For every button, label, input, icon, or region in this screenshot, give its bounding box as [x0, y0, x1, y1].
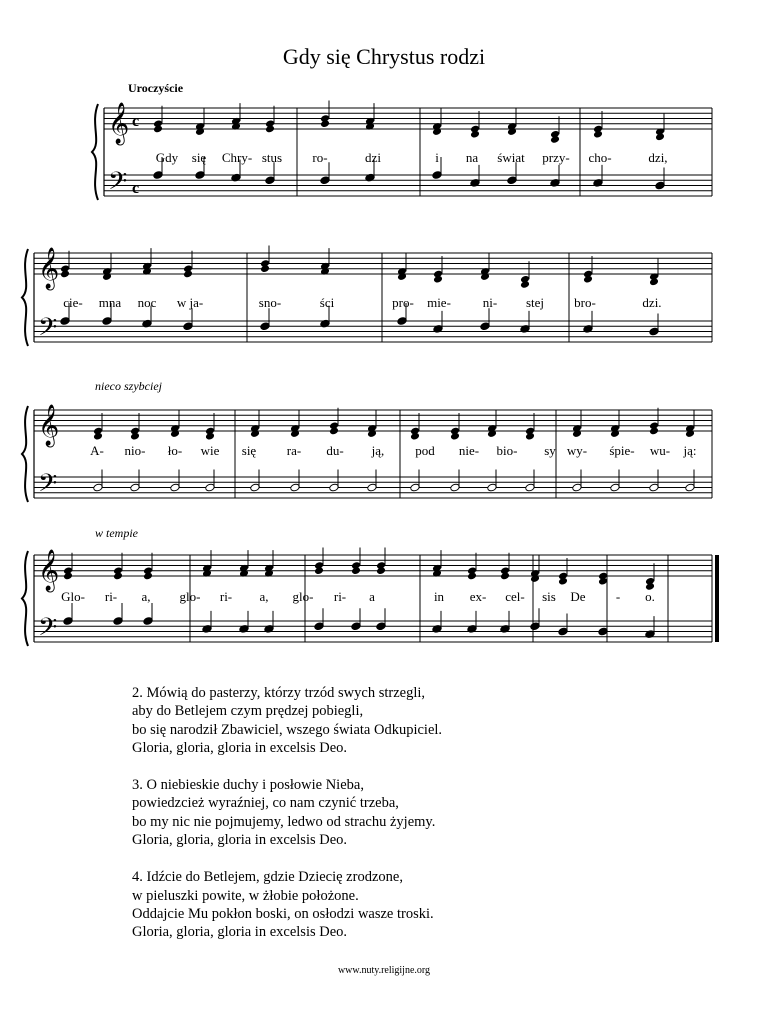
tempo-marking: w tempie	[95, 526, 138, 540]
lyric-syllable: noc	[137, 295, 157, 310]
verse-4	[132, 868, 442, 941]
verse-line: Gloria, gloria, gloria in excelsis Deo.	[132, 832, 348, 849]
system-2	[22, 246, 712, 348]
lyric-syllable: przy-	[542, 150, 570, 165]
treble-clef-icon: 𝄞	[38, 550, 60, 591]
lyric-syllable: ści	[319, 295, 335, 310]
lyric-syllable: mna	[98, 295, 122, 310]
lyric-syllable: Chry-	[221, 150, 253, 165]
lyric-syllable: dzi	[365, 150, 381, 165]
lyric-syllable: -	[615, 589, 621, 604]
lyric-syllable: ją:	[683, 443, 697, 458]
verse-line: 2. Mówią do pasterzy, którzy trzód swych strzegli,	[132, 685, 426, 701]
lyric-syllable: dzi,	[648, 150, 668, 165]
treble-clef-icon: 𝄞	[38, 405, 60, 446]
lyric-syllable: sno-	[258, 295, 282, 310]
verse-line: aby do Betlejem czym prędzej pobiegli,	[132, 703, 364, 720]
lyric-syllable: glo-	[179, 589, 201, 604]
lyric-syllable: nie-	[458, 443, 480, 458]
lyric-syllable: Gdy	[155, 150, 179, 165]
treble-clef-icon: 𝄞	[108, 103, 130, 144]
bass-clef-icon: 𝄢	[108, 166, 128, 202]
brace	[92, 104, 98, 200]
lyric-syllable: sis	[542, 589, 556, 604]
lyric-syllable: w ja-	[176, 295, 204, 310]
lyric-syllable: du-	[326, 443, 344, 458]
verse-2	[132, 684, 442, 757]
verse-line: bo się narodził Zbawiciel, wszego świata Odkupiciel.	[132, 721, 443, 738]
verse-line: 4. Idźcie do Betlejem, gdzie Dziecię zrodzone,	[132, 869, 403, 886]
brace	[22, 249, 28, 346]
verse-line: 3. O niebieskie duchy i posłowie Nieba,	[132, 777, 364, 794]
lyric-syllable: cel-	[505, 589, 525, 604]
bass-clef-icon: 𝄢	[38, 612, 58, 648]
lyric-syllable: mie-	[427, 295, 451, 310]
lyric-syllable: ro-	[312, 150, 328, 165]
brace	[22, 551, 28, 646]
lyric-syllable: a,	[141, 589, 151, 604]
lyric-syllable: na	[465, 150, 479, 165]
lyric-syllable: ri-	[333, 589, 347, 604]
verse-line: powiedzcież wyraźniej, co nam czynić trzeba,	[132, 795, 399, 812]
verse-line: w pieluszki powite, w żłobie położone.	[132, 887, 359, 904]
lyric-syllable: nio-	[124, 443, 146, 458]
lyric-syllable: bio-	[496, 443, 518, 458]
lyric-syllable: o.	[645, 589, 655, 604]
lyric-syllable: pro-	[392, 295, 414, 310]
lyric-syllable: glo-	[292, 589, 314, 604]
lyric-syllable: wu-	[649, 443, 671, 458]
lyric-syllable: świat	[497, 150, 525, 165]
verse-line: Gloria, gloria, gloria in excelsis Deo.	[132, 924, 348, 941]
bass-clef-icon: 𝄢	[38, 312, 58, 348]
verse-line: Oddajcie Mu pokłon boski, on osłodzi wasze troski.	[132, 905, 434, 922]
lyric-syllable: stej	[525, 295, 545, 310]
system-4	[22, 526, 717, 648]
lyric-syllable: ło-	[167, 443, 183, 458]
lyric-syllable: śpie-	[609, 443, 635, 458]
lyric-syllable: ni-	[482, 295, 498, 310]
lyric-syllable: ri-	[219, 589, 233, 604]
lyric-syllable: A-	[90, 443, 104, 458]
time-signature: c	[132, 179, 140, 197]
tempo-marking: nieco szybciej	[95, 379, 162, 393]
verses	[132, 684, 442, 961]
lyric-syllable: bro-	[574, 295, 596, 310]
brace	[22, 406, 28, 502]
lyric-syllable: a,	[259, 589, 269, 604]
lyric-syllable: Glo-	[61, 589, 85, 604]
lyric-syllable: a	[369, 589, 375, 604]
lyric-syllable: ra-	[286, 443, 302, 458]
time-signature: c	[132, 112, 140, 130]
lyric-syllable: in	[433, 589, 445, 604]
footer-url: www.nuty.religijne.org	[337, 965, 431, 976]
lyric-syllable: sy	[544, 443, 556, 458]
lyric-syllable: ri-	[104, 589, 118, 604]
lyric-syllable: i	[435, 150, 439, 165]
song-title: Gdy się Chrystus rodzi	[282, 44, 486, 69]
lyric-syllable: się	[191, 150, 207, 165]
verse-line: Gloria, gloria, gloria in excelsis Deo.	[132, 739, 348, 756]
lyric-syllable: cho-	[588, 150, 612, 165]
lyric-syllable: ex-	[469, 589, 487, 604]
bass-clef-icon: 𝄢	[38, 468, 58, 504]
lyric-syllable: ją,	[371, 443, 385, 458]
lyric-syllable: wie	[200, 443, 220, 458]
lyric-syllable: cie-	[63, 295, 83, 310]
lyric-syllable: pod	[415, 443, 435, 458]
system-3	[22, 379, 712, 504]
system-1	[92, 81, 712, 202]
lyric-syllable: dzi.	[642, 295, 662, 310]
verse-line: bo my nic nie pojmujemy, ledwo od strachu żyjemy.	[132, 813, 436, 830]
verse-3	[132, 776, 442, 849]
lyric-syllable: wy-	[566, 443, 588, 458]
lyric-syllable: stus	[261, 150, 283, 165]
lyric-syllable: się	[241, 443, 257, 458]
tempo-marking: Uroczyście	[128, 81, 184, 95]
lyric-syllable: De	[570, 589, 586, 604]
treble-clef-icon: 𝄞	[38, 248, 60, 289]
